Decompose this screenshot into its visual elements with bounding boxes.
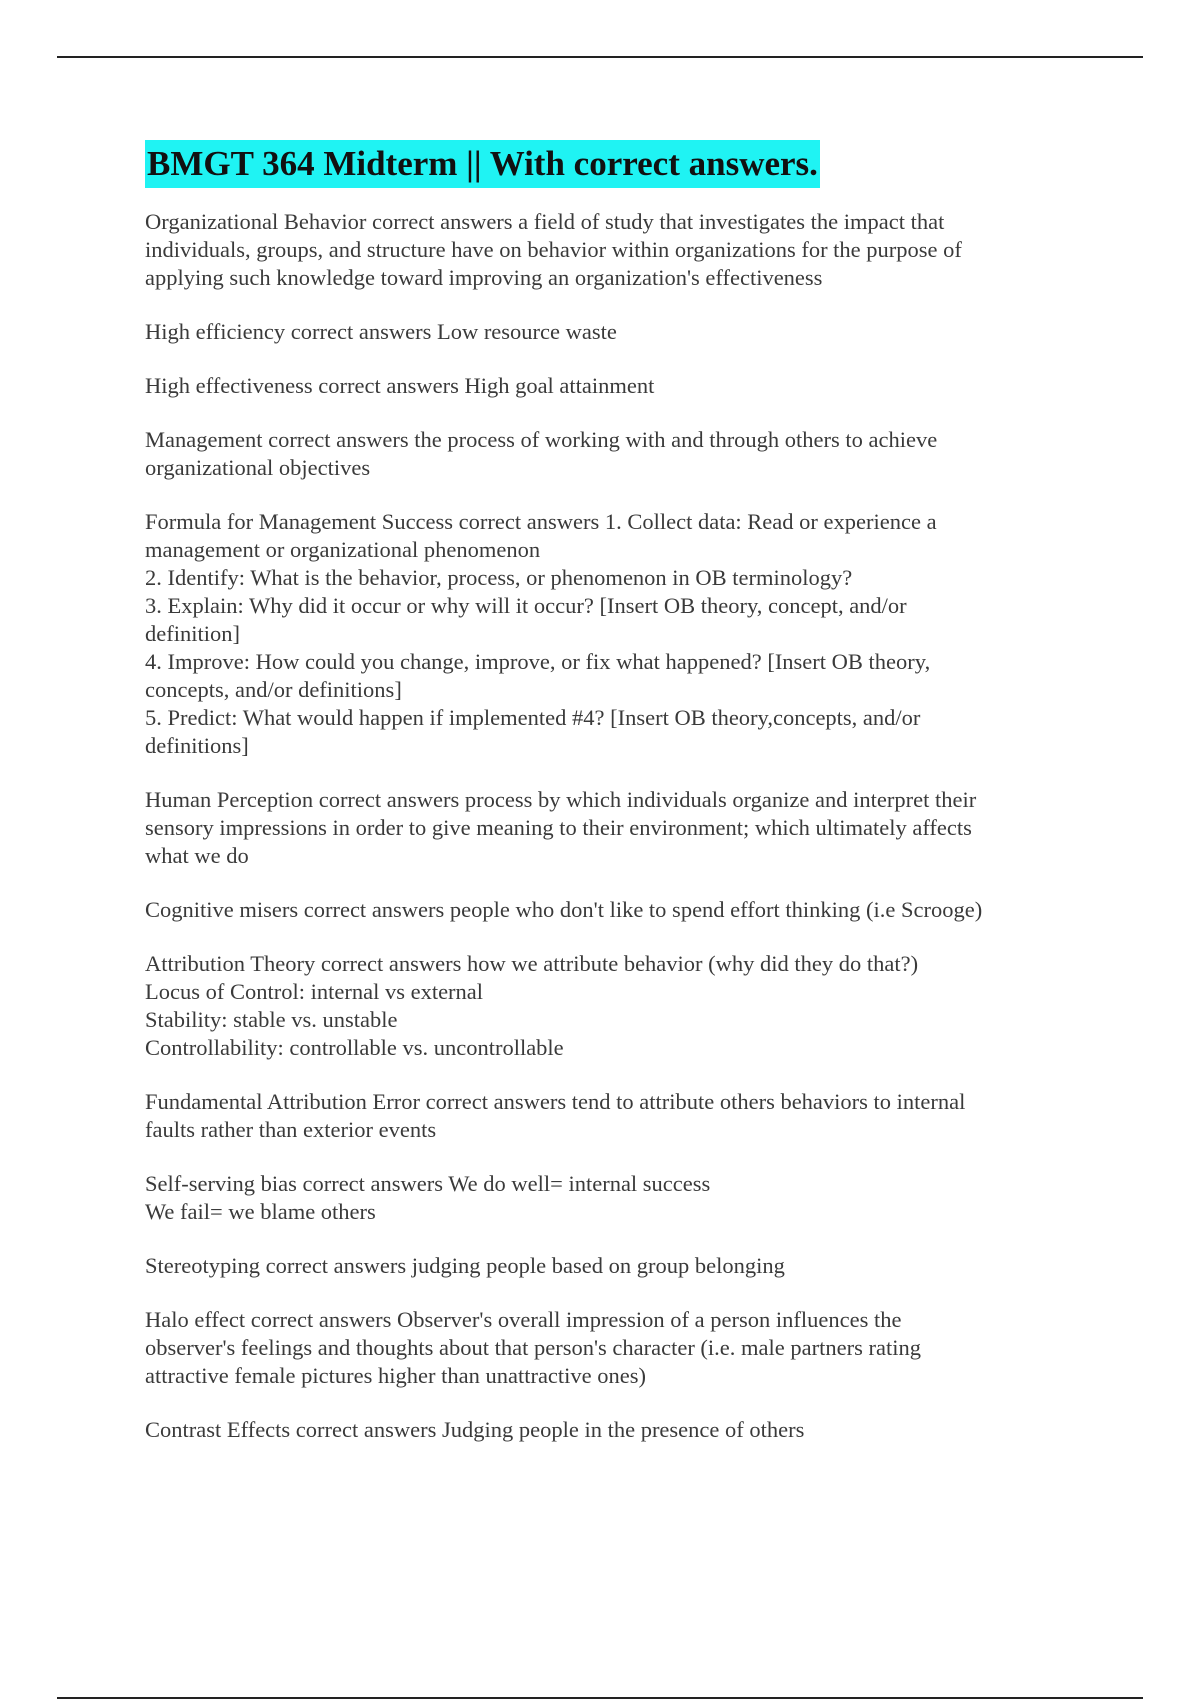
entry-high-effectiveness bbox=[145, 372, 1065, 400]
entry-line: Fundamental Attribution Error correct answers tend to attribute others behaviors to internal bbox=[145, 1089, 966, 1114]
entry-line: High effectiveness correct answers High goal attainment bbox=[145, 373, 655, 398]
entry-management bbox=[145, 426, 1065, 482]
entry-line: Stability: stable vs. unstable bbox=[145, 1007, 398, 1032]
entry-attribution-theory bbox=[145, 950, 1065, 1062]
entry-line: We fail= we blame others bbox=[145, 1199, 376, 1224]
page-top-rule bbox=[57, 56, 1143, 58]
entry-stereotyping bbox=[145, 1252, 1065, 1280]
entry-line: Human Perception correct answers process by which individuals organize and interpret their bbox=[145, 787, 977, 812]
entry-line: organizational objectives bbox=[145, 455, 371, 480]
page-bottom-rule bbox=[57, 1697, 1143, 1699]
document-body bbox=[145, 140, 1065, 1470]
entry-organizational-behavior bbox=[145, 208, 1065, 292]
entry-line: definition] bbox=[145, 621, 240, 646]
entry-line: what we do bbox=[145, 843, 249, 868]
entry-line: Self-serving bias correct answers We do well= internal success bbox=[145, 1171, 711, 1196]
entry-line: 5. Predict: What would happen if implemented #4? [Insert OB theory,concepts, and/or bbox=[145, 705, 921, 730]
entry-line: Management correct answers the process of working with and through others to achieve bbox=[145, 427, 938, 452]
entry-line: management or organizational phenomenon bbox=[145, 537, 541, 562]
document-title: BMGT 364 Midterm || With correct answers. bbox=[145, 140, 820, 188]
entry-line: Locus of Control: internal vs external bbox=[145, 979, 484, 1004]
entry-line: Halo effect correct answers Observer's overall impression of a person influences the bbox=[145, 1307, 902, 1332]
entry-human-perception bbox=[145, 786, 1065, 870]
entry-line: 3. Explain: Why did it occur or why will it occur? [Insert OB theory, concept, and/or bbox=[145, 593, 907, 618]
entry-line: High efficiency correct answers Low resource waste bbox=[145, 319, 617, 344]
entry-line: 2. Identify: What is the behavior, process, or phenomenon in OB terminology? bbox=[145, 565, 853, 590]
entry-line: Attribution Theory correct answers how we attribute behavior (why did they do that?) bbox=[145, 951, 919, 976]
entry-line: 4. Improve: How could you change, improve, or fix what happened? [Insert OB theory, bbox=[145, 649, 931, 674]
entry-line: observer's feelings and thoughts about that person's character (i.e. male partners rating bbox=[145, 1335, 921, 1360]
entry-cognitive-misers bbox=[145, 896, 1065, 924]
entry-formula-management-success bbox=[145, 508, 1065, 760]
entry-line: individuals, groups, and structure have on behavior within organizations for the purpose of bbox=[145, 237, 962, 262]
entry-line: Organizational Behavior correct answers a field of study that investigates the impact that bbox=[145, 209, 945, 234]
entry-contrast-effects bbox=[145, 1416, 1065, 1444]
entry-line: Cognitive misers correct answers people who don't like to spend effort thinking (i.e Scrooge) bbox=[145, 897, 983, 922]
entry-halo-effect bbox=[145, 1306, 1065, 1390]
entry-line: Stereotyping correct answers judging people based on group belonging bbox=[145, 1253, 785, 1278]
entry-line: Controllability: controllable vs. uncontrollable bbox=[145, 1035, 564, 1060]
entry-self-serving-bias bbox=[145, 1170, 1065, 1226]
entry-fundamental-attribution-error bbox=[145, 1088, 1065, 1144]
entry-line: faults rather than exterior events bbox=[145, 1117, 437, 1142]
entry-high-efficiency bbox=[145, 318, 1065, 346]
entry-line: applying such knowledge toward improving an organization's effectiveness bbox=[145, 265, 823, 290]
entry-line: Contrast Effects correct answers Judging people in the presence of others bbox=[145, 1417, 805, 1442]
entry-line: definitions] bbox=[145, 733, 249, 758]
entry-line: Formula for Management Success correct answers 1. Collect data: Read or experience a bbox=[145, 509, 937, 534]
entry-line: sensory impressions in order to give meaning to their environment; which ultimately affects bbox=[145, 815, 972, 840]
entry-line: attractive female pictures higher than unattractive ones) bbox=[145, 1363, 647, 1388]
entry-line: concepts, and/or definitions] bbox=[145, 677, 402, 702]
